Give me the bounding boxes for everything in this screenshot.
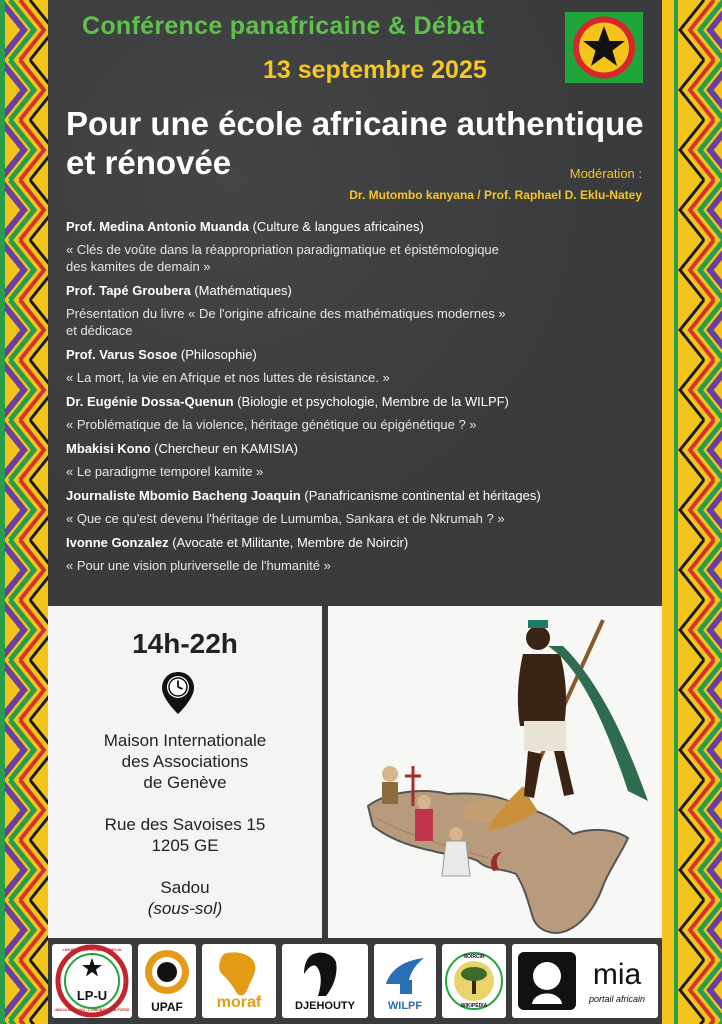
speaker-field: (Culture & langues africaines) — [248, 219, 424, 234]
logo-mia-subtitle: portail africain — [588, 994, 646, 1004]
logo-noircir-bottom: WIKIPÉDIA — [460, 1003, 488, 1009]
logo-mia-text: mia — [592, 958, 642, 991]
speaker-topic — [66, 241, 646, 275]
logo-wilpf — [374, 944, 436, 1018]
speaker-name: Mbakisi Kono — [66, 441, 151, 456]
speaker-field: (Avocate et Militante, Membre de Noircir) — [168, 535, 409, 550]
logo-lpu-arc-bottom: UMOJA NI NGUVU - L'UNION FAIT LA FORCE — [54, 1008, 130, 1012]
logo-moraf-text: moraf — [216, 994, 262, 1011]
speaker-name: Dr. Eugénie Dossa-Quenun — [66, 394, 234, 409]
speaker-topic: « Le paradigme temporel kamite » — [66, 464, 264, 479]
location-pin-clock-icon — [160, 670, 196, 716]
logo-upaf — [138, 944, 196, 1018]
speaker-field: (Philosophie) — [177, 347, 257, 362]
moderation-names: Dr. Mutombo kanyana / Prof. Raphael D. Eklu-Natey — [349, 188, 642, 202]
speaker-field: (Panafricanisme continental et héritages) — [300, 488, 541, 503]
speaker-field: (Chercheur en KAMISIA) — [150, 441, 298, 456]
speaker-topic: « La mort, la vie en Afrique et nos luttes de résistance. » — [66, 370, 390, 385]
speaker-name: Prof. Varus Sosoe — [66, 347, 178, 362]
speaker-name: Ivonne Gonzalez — [66, 535, 169, 550]
logo-noircir — [442, 944, 506, 1018]
logo-lpu-arc-top: LIGUE PANAFRICAINE-UMOJA — [62, 947, 122, 952]
logo-wilpf-text: WILPF — [387, 1000, 423, 1012]
moderation-label: Modération : — [569, 166, 642, 181]
room-note: (sous-sol) — [147, 899, 223, 918]
speaker-topic-line: Présentation du livre « De l'origine africaine des mathématiques modernes » — [66, 306, 506, 321]
illustration-sweeping-africa — [328, 606, 662, 938]
logo-djehouty — [282, 944, 368, 1018]
venue-line: de Genève — [143, 773, 227, 792]
speaker-topic — [66, 305, 646, 339]
speaker-item — [66, 394, 646, 433]
logo-upaf-text: UPAF — [151, 1000, 183, 1014]
speaker-item — [66, 441, 646, 480]
headline-line-1: Pour une école africaine authentique — [66, 105, 644, 142]
black-star-flag-icon — [565, 12, 643, 83]
logo-noircir-top: NOIRCIR — [463, 954, 485, 960]
speaker-topic-line: et dédicace — [66, 323, 133, 338]
speaker-name: Journaliste Mbomio Bacheng Joaquin — [66, 488, 301, 503]
room-name: Sadou — [160, 878, 210, 897]
conference-date: 13 septembre 2025 — [263, 56, 487, 84]
venue-line: Maison Internationale — [103, 731, 267, 750]
venue-line: des Associations — [121, 752, 249, 771]
speaker-item — [66, 535, 646, 574]
speaker-list — [66, 219, 646, 582]
venue-block — [48, 730, 322, 919]
speaker-topic: « Pour une vision pluriverselle de l'humanité » — [66, 558, 331, 573]
logo-lpu — [52, 944, 132, 1018]
logo-mia — [512, 944, 658, 1018]
speaker-topic: « Que ce qu'est devenu l'héritage de Lumumba, Sankara et de Nkrumah ? » — [66, 511, 505, 526]
speaker-name: Prof. Tapé Groubera — [66, 283, 191, 298]
logo-moraf — [202, 944, 276, 1018]
speaker-item — [66, 347, 646, 386]
event-time: 14h-22h — [132, 628, 238, 659]
speaker-item — [66, 219, 646, 275]
address-line: Rue des Savoises 15 — [104, 815, 266, 834]
headline — [66, 104, 656, 182]
address-line: 1205 GE — [151, 836, 219, 855]
headline-line-2: et rénovée — [66, 144, 232, 181]
speaker-topic-line: des kamites de demain » — [66, 259, 211, 274]
logo-djehouty-text: DJEHOUTY — [295, 1000, 355, 1012]
speaker-field: (Mathématiques) — [190, 283, 292, 298]
speaker-item — [66, 283, 646, 339]
right-pattern-border — [674, 0, 722, 1024]
logo-lpu-text: LP-U — [76, 988, 108, 1003]
left-pattern-border — [0, 0, 48, 1024]
speaker-name: Prof. Medina Antonio Muanda — [66, 219, 249, 234]
speaker-field: (Biologie et psychologie, Membre de la WILPF) — [233, 394, 509, 409]
speaker-item — [66, 488, 646, 527]
speaker-topic: « Problématique de la violence, héritage génétique ou épigénétique ? » — [66, 417, 477, 432]
speaker-topic-line: « Clés de voûte dans la réappropriation paradigmatique et épistémologique — [66, 242, 499, 257]
conference-title: Conférence panafricaine & Débat — [82, 12, 485, 40]
